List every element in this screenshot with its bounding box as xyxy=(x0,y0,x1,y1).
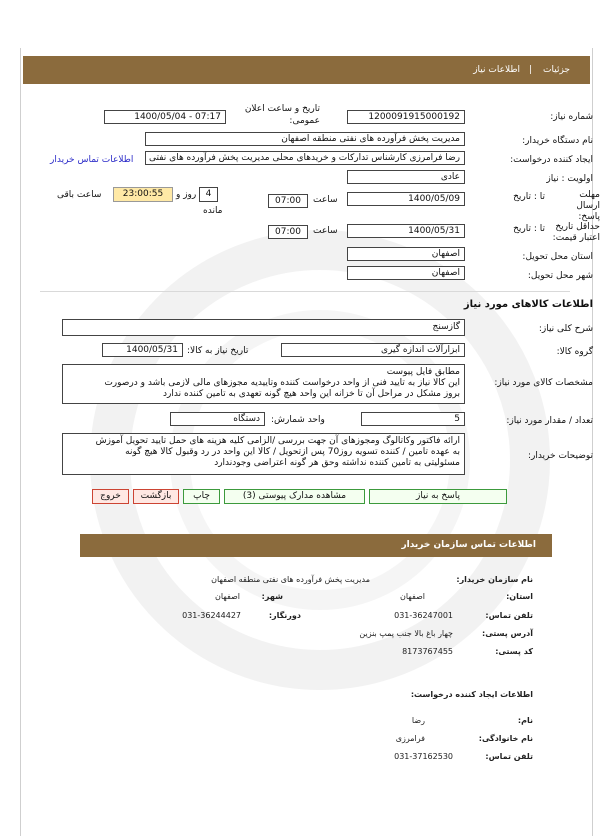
contact-org-label: نام سازمان خریدار: xyxy=(456,575,533,584)
contact-city-value: اصفهان xyxy=(214,592,240,601)
contact-phone-value: 031-36247001 xyxy=(394,611,453,620)
deadline-time-label: ساعت xyxy=(313,195,338,205)
print-button[interactable]: چاپ xyxy=(183,489,220,504)
need-date-field: 1400/05/31 xyxy=(102,343,183,357)
announce-field: 1400/05/04 - 07:17 xyxy=(104,110,226,124)
creator-label: ایجاد کننده درخواست: xyxy=(510,155,593,165)
deadline-label: مهلت ارسال پاسخ: xyxy=(576,190,600,222)
breadcrumb-separator: | xyxy=(528,65,532,75)
priority-label: اولویت : نیاز xyxy=(546,174,593,184)
buyer-notes-field xyxy=(62,433,465,475)
days-remaining-box: 4 xyxy=(199,187,218,202)
need-date-label: تاریخ نیاز به کالا: xyxy=(187,346,249,356)
contact-city-label: شهر: xyxy=(261,592,283,601)
city-field: اصفهان xyxy=(347,266,465,280)
creator-last-name-value: فرامرزی xyxy=(395,734,425,743)
desc-field: گازسنج xyxy=(62,319,465,336)
city-label: شهر محل تحویل: xyxy=(527,271,593,281)
validity-label: حداقل تاریخ اعتبار قیمت: xyxy=(552,222,600,243)
tab-details[interactable]: جزئیات xyxy=(543,65,570,75)
contact-phone-label: تلفن تماس: xyxy=(485,611,533,620)
group-label: گروه کالا: xyxy=(556,347,593,357)
remaining-time-badge: 23:00:55 xyxy=(113,187,173,202)
contact-postal-value: 8173767455 xyxy=(402,647,453,656)
back-button[interactable]: بازگشت xyxy=(133,489,179,504)
contact-address-label: آدرس پستی: xyxy=(482,629,533,638)
deadline-to-label: تا : تاریخ xyxy=(513,192,545,202)
spec-line: بروز مشکل در مراحل آن تا خزانه این واحد هیچ گونه تعهدی به تامین کننده ندارد xyxy=(163,389,460,399)
creator-info-title: اطلاعات ایجاد کننده درخواست: xyxy=(410,690,533,699)
contact-fax-value: 031-36244427 xyxy=(182,611,241,620)
spec-field xyxy=(62,364,465,404)
view-attachments-button[interactable]: مشاهده مدارک پیوستی (3) xyxy=(224,489,365,504)
tab-need-info[interactable]: اطلاعات نیاز xyxy=(473,65,520,75)
contact-header-bar xyxy=(80,534,552,557)
spec-label: مشخصات کالای مورد نیاز: xyxy=(494,378,593,388)
deadline-time-field: 07:00 xyxy=(268,194,308,208)
goods-section-title: اطلاعات کالاهای مورد نیاز xyxy=(463,299,593,310)
validity-date-field: 1400/05/31 xyxy=(347,224,465,238)
respond-button[interactable]: پاسخ به نیاز xyxy=(369,489,507,504)
contact-address-value: چهار باغ بالا جنب پمپ بنزین xyxy=(359,629,453,638)
notes-line: به عهده تامین / کننده تسویه روز70 پس ازتحویل / کالا این واحد در رد وقبول کالا هیچ گونه xyxy=(125,447,460,457)
exit-button[interactable]: خروج xyxy=(92,489,129,504)
creator-first-name-value: رضا xyxy=(411,716,425,725)
remaining-label-2: مانده xyxy=(203,206,223,216)
notes-line: ارائه فاکتور وکاتالوگ ومجوزهای آن جهت بررسی /الزامی کلیه هزینه های حمل تایید تحویل آموزش xyxy=(95,436,460,446)
contact-province-label: استان: xyxy=(506,592,533,601)
need-number-label: شماره نیاز: xyxy=(550,112,593,122)
spec-line: مطابق فایل پیوست xyxy=(386,367,460,377)
divider xyxy=(40,291,570,292)
unit-field: دستگاه xyxy=(170,412,265,426)
buyer-notes-label: توضیحات خریدار: xyxy=(527,451,593,461)
spec-line: این کالا نیاز به تایید فنی از واحد درخواست کننده وتاییدیه مجوزهای مالی لازمی باشد و درصورت xyxy=(104,378,460,388)
qty-field: 5 xyxy=(361,412,465,426)
need-number-field: 1200091915000192 xyxy=(347,110,465,124)
contact-postal-label: کد پستی: xyxy=(495,647,533,656)
contact-title: اطلاعات تماس سازمان خریدار xyxy=(401,540,536,550)
province-field: اصفهان xyxy=(347,247,465,261)
unit-label: واحد شمارش: xyxy=(271,415,325,425)
days-label: روز و xyxy=(176,190,197,200)
org-field: مدیریت پخش فرآورده های نفتی منطقه اصفهان xyxy=(145,132,465,146)
contact-province-value: اصفهان xyxy=(399,592,425,601)
priority-field: عادی xyxy=(347,170,465,184)
org-label: نام دستگاه خریدار: xyxy=(522,136,593,146)
announce-label: تاریخ و ساعت اعلان عمومی: xyxy=(244,104,320,126)
validity-time-label: ساعت xyxy=(313,226,338,236)
contact-org-value: مدیریت پخش فرآورده های نفتی منطقه اصفهان xyxy=(211,575,370,584)
creator-phone-label: تلفن تماس: xyxy=(485,752,533,761)
creator-phone-value: 031-37162530 xyxy=(394,752,453,761)
header-bar xyxy=(23,56,590,84)
validity-to-label: تا : تاریخ xyxy=(513,224,545,234)
remaining-label-1: ساعت باقی xyxy=(57,190,102,200)
notes-line: مسئولیتی به تامین کننده نداشته وحق هر گونه اعتراضی وجودندارد xyxy=(214,458,460,468)
desc-label: شرح کلی نیاز: xyxy=(538,324,593,334)
province-label: استان محل تحویل: xyxy=(522,252,593,262)
buyer-contact-link[interactable]: اطلاعات تماس خریدار xyxy=(50,155,134,165)
deadline-date-field: 1400/05/09 xyxy=(347,192,465,206)
creator-field: رضا فرامرزی کارشناس تدارکات و خریدهای محلی مدیریت پخش فرآورده های نفتی xyxy=(145,151,465,165)
creator-first-name-label: نام: xyxy=(517,716,533,725)
contact-fax-label: دورنگار: xyxy=(268,611,301,620)
group-field: ابزارآلات اندازه گیری xyxy=(281,343,465,357)
validity-time-field: 07:00 xyxy=(268,225,308,239)
creator-last-name-label: نام خانوادگی: xyxy=(478,734,533,743)
qty-label: تعداد / مقدار مورد نیاز: xyxy=(506,416,593,426)
